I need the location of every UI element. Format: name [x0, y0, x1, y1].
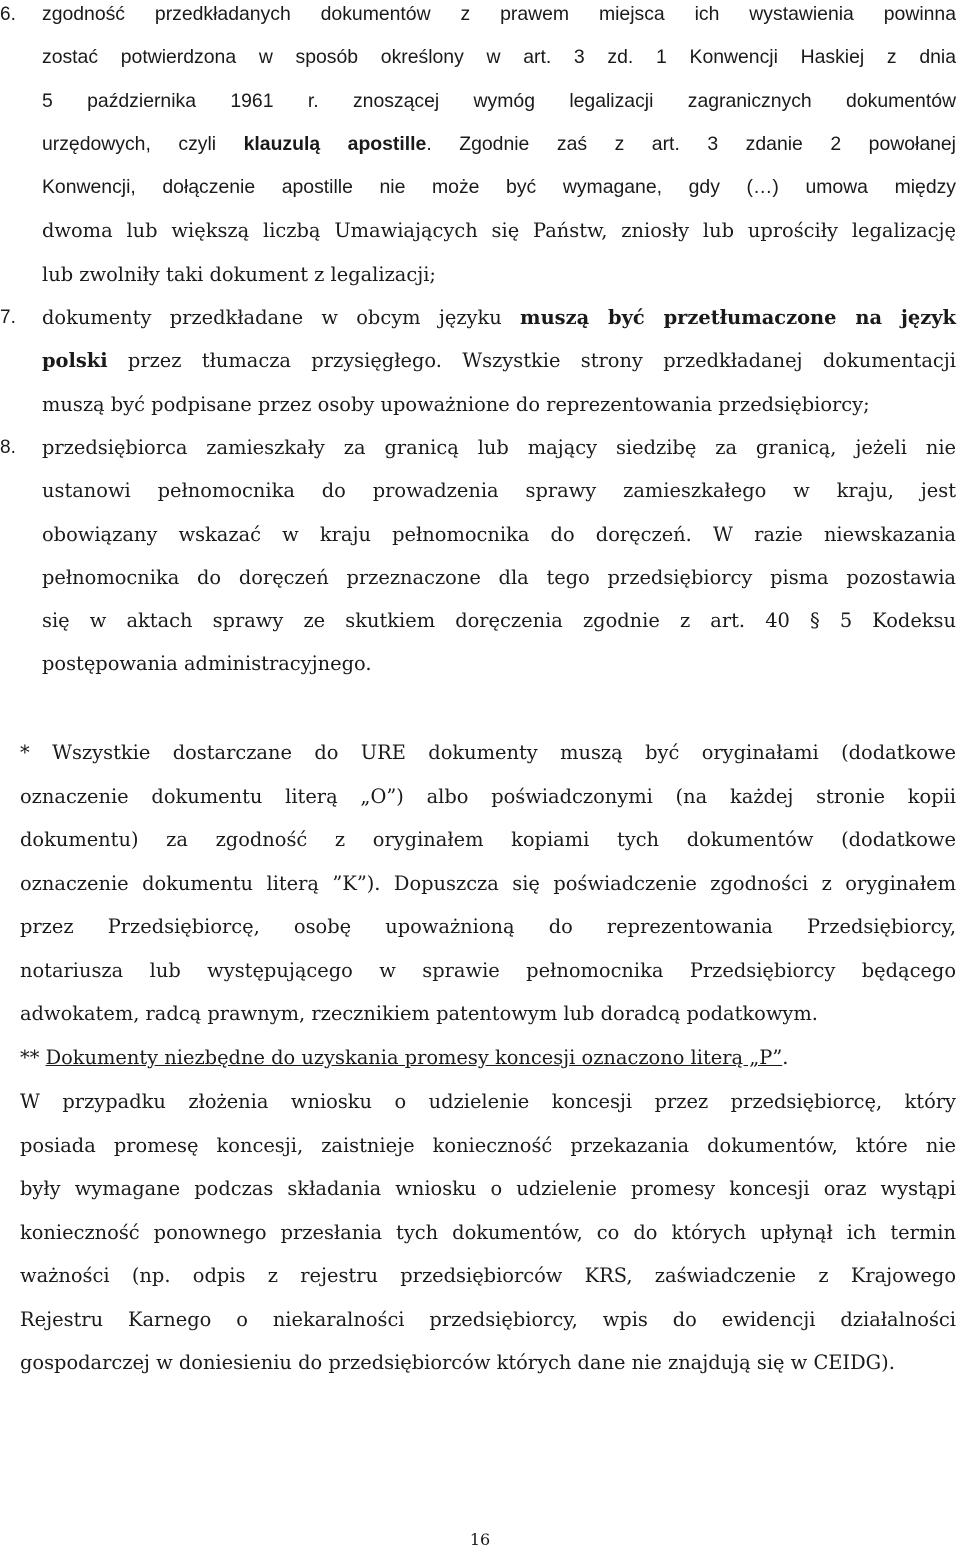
- text-line: przedsiębiorca zamieszkały za granicą lub mający siedzibę za granicą, jeżeli nie: [42, 436, 956, 459]
- text-line: adwokatem, radcą prawnym, rzecznikiem patentowym lub doradcą podatkowym.: [20, 1002, 818, 1025]
- text-line: polski przez tłumacza przysięgłego. Wszystkie strony przedkładanej dokumentacji: [42, 349, 956, 373]
- text-line: się w aktach sprawy ze skutkiem doręczenia zgodnie z art. 40 § 5 Kodeksu: [42, 609, 956, 633]
- text-line: obowiązany wskazać w kraju pełnomocnika do doręczeń. W razie niewskazania: [42, 522, 956, 546]
- text-line: dokumenty przedkładane w obcym języku muszą być przetłumaczone na język: [42, 306, 956, 329]
- footnote-originals: [20, 731, 956, 1036]
- text-line: ** Dokumenty niezbędne do uzyskania promesy koncesji oznaczono literą „P”.: [20, 1046, 789, 1069]
- text-line: posiada promesę koncesji, zaistnieje konieczność przekazania dokumentów, które nie: [20, 1133, 956, 1157]
- text-line: W przypadku złożenia wniosku o udzielenie koncesji przez przedsiębiorcę, który: [20, 1090, 956, 1113]
- text-line: * Wszystkie dostarczane do URE dokumenty muszą być oryginałami (dodatkowe: [20, 741, 956, 764]
- footnote-promise-documents: [20, 1036, 956, 1080]
- apostille-clause: klauzulą apostille: [243, 132, 427, 155]
- translation-requirement: muszą być przetłumaczone na język: [520, 306, 956, 329]
- text-line: ważności (np. odpis z rejestru przedsiębiorców KRS, zaświadczenie z Krajowego: [20, 1264, 956, 1287]
- page-number: 16: [469, 1530, 491, 1549]
- text-line: oznaczenie dokumentu literą ”K”). Dopuszcza się poświadczenie zgodności z oryginałem: [20, 871, 956, 895]
- text-line: Konwencji, dołączenie apostille nie może być wymagane, gdy (…) umowa między: [42, 176, 956, 199]
- text-line: postępowania administracyjnego.: [42, 652, 372, 676]
- underlined-note: Dokumenty niezbędne do uzyskania promesy koncesji oznaczono literą „P”: [45, 1046, 783, 1069]
- list-number: 8.: [0, 437, 16, 458]
- text-line: były wymagane podczas składania wniosku o udzielenie promesy koncesji oraz wystąpi: [20, 1177, 956, 1200]
- text-line: oznaczenie dokumentu literą „O”) albo poświadczonymi (na każdej stronie kopii: [20, 784, 956, 808]
- list-number: 7.: [0, 307, 16, 328]
- closing-paragraph: [20, 1080, 956, 1385]
- text-line: dwoma lub większą liczbą Umawiających się Państw, zniosły lub uprościły legalizację: [42, 219, 956, 243]
- text-line: notariusza lub występującego w sprawie pełnomocnika Przedsiębiorcy będącego: [20, 958, 956, 982]
- text-line: przez Przedsiębiorcę, osobę upoważnioną do reprezentowania Przedsiębiorcy,: [20, 915, 956, 938]
- text-line: pełnomocnika do doręczeń przeznaczone dla tego przedsiębiorcy pisma pozostawia: [42, 565, 956, 589]
- list-item-text: [42, 426, 956, 686]
- list-number: 6.: [0, 4, 16, 25]
- text-line: gospodarczej w doniesieniu do przedsiębiorców których dane nie znajdują się w CEIDG).: [20, 1351, 895, 1374]
- text-line: konieczność ponownego przesłania tych dokumentów, co do których upłynął ich termin: [20, 1220, 956, 1244]
- text-line: ustanowi pełnomocnika do prowadzenia sprawy zamieszkałego w kraju, jest: [42, 479, 956, 503]
- text-line: urzędowych, czyli klauzulą apostille. Zgodnie zaś z art. 3 zdanie 2 powołanej: [42, 132, 956, 155]
- text-line: zgodność przedkładanych dokumentów z prawem miejsca ich wystawienia powinna: [42, 3, 956, 25]
- text-line: Rejestru Karnego o niekaralności przedsiębiorcy, wpis do ewidencji działalności: [20, 1307, 956, 1331]
- text-line: dokumentu) za zgodność z oryginałem kopiami tych dokumentów (dodatkowe: [20, 828, 956, 851]
- text-line: lub zwolniły taki dokument z legalizacji;: [42, 262, 436, 286]
- text-line: muszą być podpisane przez osoby upoważnione do reprezentowania przedsiębiorcy;: [42, 392, 870, 416]
- text-line: zostać potwierdzona w sposób określony w art. 3 zd. 1 Konwencji Haskiej z dnia: [42, 46, 956, 69]
- list-item-text: [42, 0, 956, 296]
- list-item-text: [42, 296, 956, 426]
- text-line: 5 października 1961 r. znoszącej wymóg legalizacji zagranicznych dokumentów: [42, 89, 956, 112]
